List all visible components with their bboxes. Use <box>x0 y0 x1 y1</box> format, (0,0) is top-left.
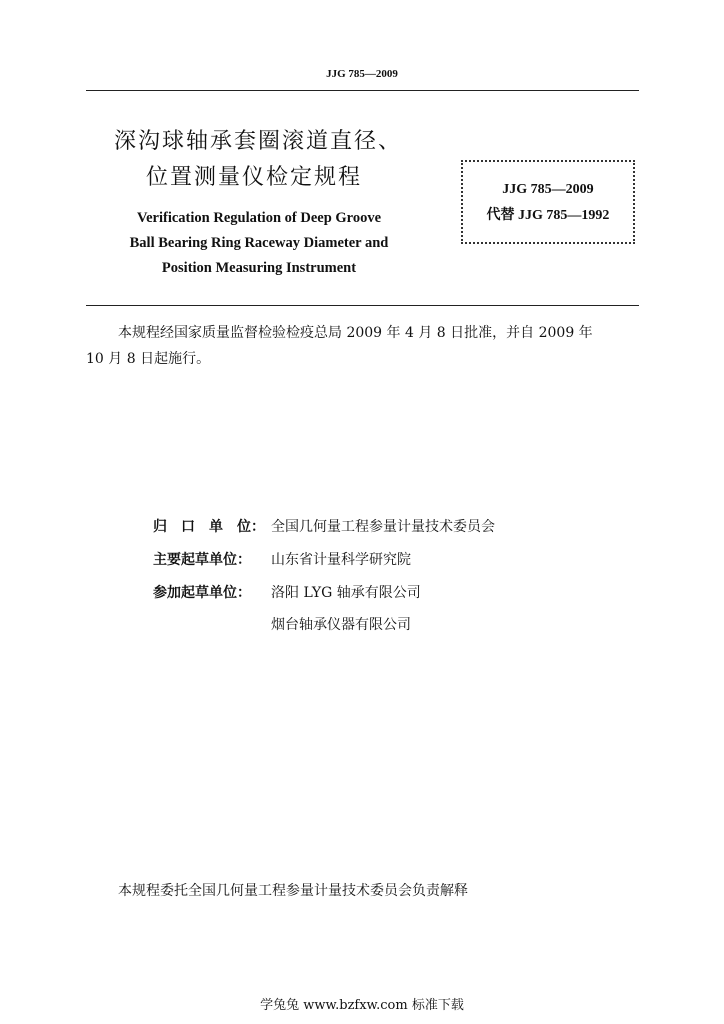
main-drafter-value: 山东省计量科学研究院 <box>271 552 411 568</box>
interpretation-note: 本规程委托全国几何量工程参量计量技术委员会负责解释 <box>118 883 468 899</box>
title-en-line-1: Verification Regulation of Deep Groove <box>136 210 382 226</box>
responsible-unit-label: 归 口 单 位： <box>153 519 265 535</box>
header-standard-code: JJG 785—2009 <box>326 68 398 80</box>
replaces-code: 代替 JJG 785—1992 <box>486 208 610 223</box>
participating-drafter-value-1: 洛阳 LYG 轴承有限公司 <box>271 585 421 601</box>
responsible-unit-value: 全国几何量工程参量计量技术委员会 <box>271 519 495 535</box>
standard-code-box <box>461 160 635 244</box>
standard-code: JJG 785—2009 <box>502 182 594 197</box>
main-drafter-label: 主要起草单位： <box>153 552 251 568</box>
participating-drafter-value-2: 烟台轴承仪器有限公司 <box>271 617 411 633</box>
title-rule <box>86 305 639 306</box>
title-en-line-3: Position Measuring Instrument <box>161 260 357 276</box>
footer-watermark[interactable]: 学兔兔 www.bzfxw.com 标准下载 <box>260 998 464 1013</box>
participating-drafter-label: 参加起草单位： <box>153 585 251 601</box>
title-cn-line-2: 位置测量仪检定规程 <box>146 165 363 190</box>
title-en-line-2: Ball Bearing Ring Raceway Diameter and <box>129 235 389 251</box>
approval-line-2: 10 月 8 日起施行。 <box>86 351 211 367</box>
approval-line-1: 本规程经国家质量监督检验检疫总局 2009 年 4 月 8 日批准，并自 2009 年 <box>118 325 593 341</box>
header-rule <box>86 90 639 91</box>
title-cn-line-1: 深沟球轴承套圈滚道直径、 <box>114 129 403 154</box>
